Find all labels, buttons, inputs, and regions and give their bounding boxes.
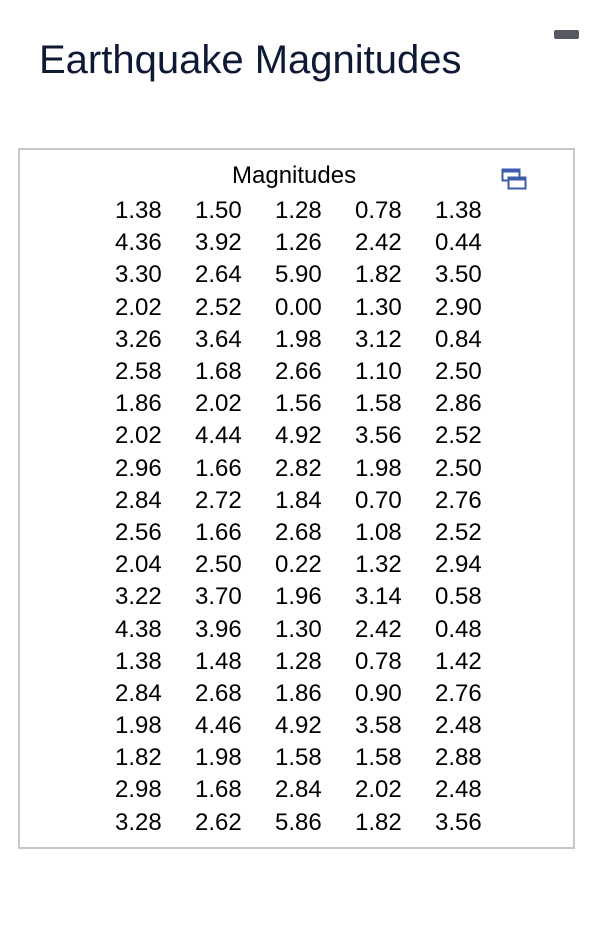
- table-cell: 5.90: [275, 261, 322, 289]
- table-cell: 2.62: [195, 808, 242, 836]
- table-cell: 1.66: [195, 518, 242, 546]
- table-cell: 1.82: [115, 744, 162, 772]
- table-row: [100, 420, 500, 452]
- table-cell: 2.72: [195, 486, 242, 514]
- table-cell: 2.84: [115, 486, 162, 514]
- table-cell: 2.52: [195, 293, 242, 321]
- popout-window-icon[interactable]: [501, 168, 527, 192]
- table-cell: 2.42: [355, 229, 402, 257]
- table-cell: 4.92: [275, 422, 322, 450]
- table-cell: 0.78: [355, 647, 402, 675]
- table-cell: 1.98: [195, 744, 242, 772]
- table-row: [100, 646, 500, 678]
- table-cell: 0.22: [275, 551, 322, 579]
- table-body: [100, 195, 500, 839]
- table-cell: 2.02: [195, 390, 242, 418]
- table-cell: 3.56: [435, 808, 482, 836]
- table-cell: 3.70: [195, 583, 242, 611]
- table-cell: 2.50: [435, 358, 482, 386]
- table-row: [100, 807, 500, 839]
- table-cell: 3.96: [195, 615, 242, 643]
- table-row: [100, 678, 500, 710]
- table-cell: 1.96: [275, 583, 322, 611]
- table-row: [100, 710, 500, 742]
- table-cell: 2.50: [195, 551, 242, 579]
- page-title: Earthquake Magnitudes: [39, 38, 462, 82]
- table-row: [100, 388, 500, 420]
- table-cell: 1.58: [275, 744, 322, 772]
- table-cell: 1.82: [355, 261, 402, 289]
- table-cell: 2.48: [435, 712, 482, 740]
- table-cell: 2.86: [435, 390, 482, 418]
- table-row: [100, 774, 500, 806]
- table-cell: 2.76: [435, 486, 482, 514]
- table-row: [100, 259, 500, 291]
- table-cell: 2.64: [195, 261, 242, 289]
- table-cell: 3.50: [435, 261, 482, 289]
- table-cell: 2.82: [275, 454, 322, 482]
- table-cell: 0.78: [355, 197, 402, 225]
- table-cell: 1.86: [115, 390, 162, 418]
- table-cell: 3.26: [115, 325, 162, 353]
- table-cell: 2.98: [115, 776, 162, 804]
- table-cell: 3.64: [195, 325, 242, 353]
- table-cell: 1.10: [355, 358, 402, 386]
- table-cell: 1.32: [355, 551, 402, 579]
- table-cell: 2.94: [435, 551, 482, 579]
- table-cell: 1.30: [355, 293, 402, 321]
- table-cell: 1.38: [115, 197, 162, 225]
- table-cell: 1.26: [275, 229, 322, 257]
- table-cell: 0.00: [275, 293, 322, 321]
- table-cell: 1.98: [115, 712, 162, 740]
- table-cell: 1.68: [195, 358, 242, 386]
- table-row: [100, 195, 500, 227]
- table-cell: 2.84: [115, 679, 162, 707]
- table-cell: 4.46: [195, 712, 242, 740]
- table-cell: 0.44: [435, 229, 482, 257]
- table-cell: 1.84: [275, 486, 322, 514]
- table-cell: 3.58: [355, 712, 402, 740]
- table-cell: 2.48: [435, 776, 482, 804]
- data-panel: [18, 148, 575, 849]
- table-cell: 5.86: [275, 808, 322, 836]
- table-cell: 1.82: [355, 808, 402, 836]
- table-cell: 1.38: [435, 197, 482, 225]
- table-cell: 1.30: [275, 615, 322, 643]
- table-header: Magnitudes: [232, 162, 357, 189]
- table-cell: 3.22: [115, 583, 162, 611]
- table-cell: 2.56: [115, 518, 162, 546]
- table-cell: 1.68: [195, 776, 242, 804]
- table-cell: 3.28: [115, 808, 162, 836]
- table-cell: 2.02: [115, 422, 162, 450]
- table-cell: 1.08: [355, 518, 402, 546]
- table-cell: 2.52: [435, 518, 482, 546]
- table-cell: 1.50: [195, 197, 242, 225]
- table-cell: 1.66: [195, 454, 242, 482]
- table-cell: 2.42: [355, 615, 402, 643]
- table-cell: 0.48: [435, 615, 482, 643]
- table-row: [100, 549, 500, 581]
- table-cell: 0.70: [355, 486, 402, 514]
- table-cell: 1.42: [435, 647, 482, 675]
- table-cell: 2.90: [435, 293, 482, 321]
- table-cell: 2.76: [435, 679, 482, 707]
- table-row: [100, 356, 500, 388]
- table-row: [100, 453, 500, 485]
- table-cell: 1.58: [355, 744, 402, 772]
- table-cell: 2.88: [435, 744, 482, 772]
- table-cell: 0.58: [435, 583, 482, 611]
- table-cell: 1.98: [275, 325, 322, 353]
- table-cell: 2.66: [275, 358, 322, 386]
- table-cell: 0.84: [435, 325, 482, 353]
- table-cell: 4.36: [115, 229, 162, 257]
- table-cell: 1.48: [195, 647, 242, 675]
- table-cell: 2.04: [115, 551, 162, 579]
- table-cell: 3.30: [115, 261, 162, 289]
- table-cell: 2.96: [115, 454, 162, 482]
- table-row: [100, 485, 500, 517]
- table-cell: 2.84: [275, 776, 322, 804]
- table-cell: 2.02: [115, 293, 162, 321]
- table-row: [100, 742, 500, 774]
- table-cell: 2.02: [355, 776, 402, 804]
- table-cell: 1.28: [275, 197, 322, 225]
- table-cell: 1.98: [355, 454, 402, 482]
- table-cell: 2.68: [275, 518, 322, 546]
- table-cell: 1.28: [275, 647, 322, 675]
- table-cell: 3.56: [355, 422, 402, 450]
- table-cell: 4.44: [195, 422, 242, 450]
- table-cell: 1.56: [275, 390, 322, 418]
- magnitudes-table: [100, 195, 500, 839]
- table-cell: 0.90: [355, 679, 402, 707]
- table-row: [100, 613, 500, 645]
- table-row: [100, 517, 500, 549]
- table-cell: 2.58: [115, 358, 162, 386]
- minimize-icon[interactable]: [554, 30, 579, 39]
- table-cell: 3.14: [355, 583, 402, 611]
- table-row: [100, 227, 500, 259]
- table-cell: 3.12: [355, 325, 402, 353]
- table-cell: 4.38: [115, 615, 162, 643]
- table-cell: 1.58: [355, 390, 402, 418]
- table-row: [100, 292, 500, 324]
- table-cell: 4.92: [275, 712, 322, 740]
- table-cell: 1.38: [115, 647, 162, 675]
- table-cell: 2.52: [435, 422, 482, 450]
- table-row: [100, 581, 500, 613]
- table-row: [100, 324, 500, 356]
- table-cell: 1.86: [275, 679, 322, 707]
- table-cell: 2.50: [435, 454, 482, 482]
- table-cell: 2.68: [195, 679, 242, 707]
- table-cell: 3.92: [195, 229, 242, 257]
